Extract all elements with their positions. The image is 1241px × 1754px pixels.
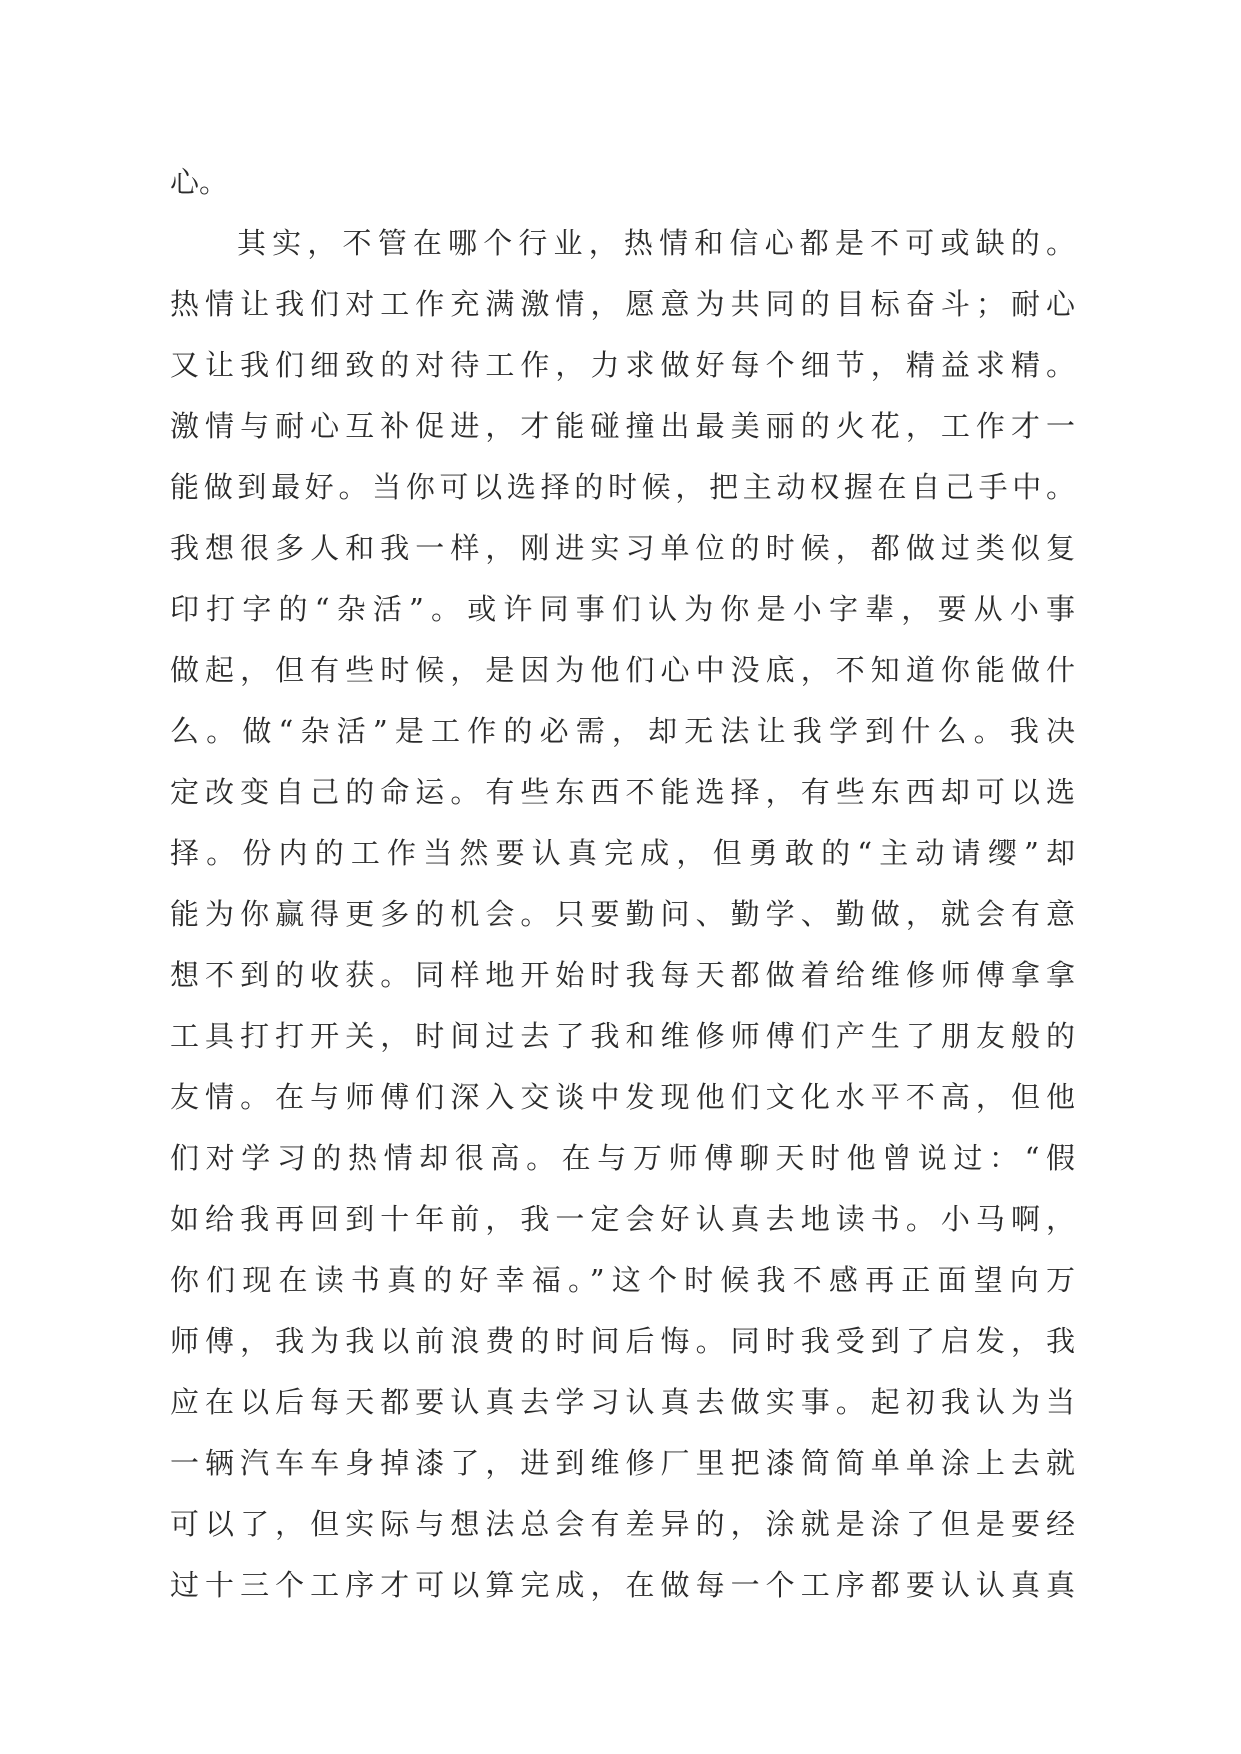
text-line: 激情与耐心互补促进，才能碰撞出最美丽的火花，工作才一 xyxy=(170,409,1075,443)
text-line: 师傅，我为我以前浪费的时间后悔。同时我受到了启发，我 xyxy=(170,1324,1075,1358)
text-line: 可以了，但实际与想法总会有差异的，涂就是涂了但是要经 xyxy=(170,1507,1075,1541)
text-line: 你们现在读书真的好幸福。”这个时候我不感再正面望向万 xyxy=(170,1263,1075,1297)
text-line: 能为你赢得更多的机会。只要勤问、勤学、勤做，就会有意 xyxy=(170,897,1075,931)
text-line: 做起，但有些时候，是因为他们心中没底，不知道你能做什 xyxy=(170,653,1075,687)
text-line: 热情让我们对工作充满激情，愿意为共同的目标奋斗；耐心 xyxy=(170,287,1075,321)
text-line: 能做到最好。当你可以选择的时候，把主动权握在自己手中。 xyxy=(170,470,1075,504)
text-line: 么。做“杂活”是工作的必需，却无法让我学到什么。我决 xyxy=(170,714,1075,748)
text-line: 如给我再回到十年前，我一定会好认真去地读书。小马啊， xyxy=(170,1202,1075,1236)
text-line: 心。 xyxy=(170,165,229,199)
text-line: 择。份内的工作当然要认真完成，但勇敢的“主动请缨”却 xyxy=(170,836,1075,870)
text-line: 又让我们细致的对待工作，力求做好每个细节，精益求精。 xyxy=(170,348,1075,382)
text-line: 想不到的收获。同样地开始时我每天都做着给维修师傅拿拿 xyxy=(170,958,1075,992)
paragraph-first-line: 其实，不管在哪个行业，热情和信心都是不可或缺的。 xyxy=(237,226,1075,260)
text-line: 一辆汽车车身掉漆了，进到维修厂里把漆简简单单涂上去就 xyxy=(170,1446,1075,1480)
text-line: 工具打打开关，时间过去了我和维修师傅们产生了朋友般的 xyxy=(170,1019,1075,1053)
text-line: 应在以后每天都要认真去学习认真去做实事。起初我认为当 xyxy=(170,1385,1075,1419)
text-line: 定改变自己的命运。有些东西不能选择，有些东西却可以选 xyxy=(170,775,1075,809)
text-line: 友情。在与师傅们深入交谈中发现他们文化水平不高，但他 xyxy=(170,1080,1075,1114)
body-text xyxy=(170,152,1075,1616)
text-line: 们对学习的热情却很高。在与万师傅聊天时他曾说过：“假 xyxy=(170,1141,1075,1175)
text-line: 我想很多人和我一样，刚进实习单位的时候，都做过类似复 xyxy=(170,531,1075,565)
text-line: 印打字的“杂活”。或许同事们认为你是小字辈，要从小事 xyxy=(170,592,1075,626)
text-line: 过十三个工序才可以算完成，在做每一个工序都要认认真真 xyxy=(170,1568,1075,1602)
